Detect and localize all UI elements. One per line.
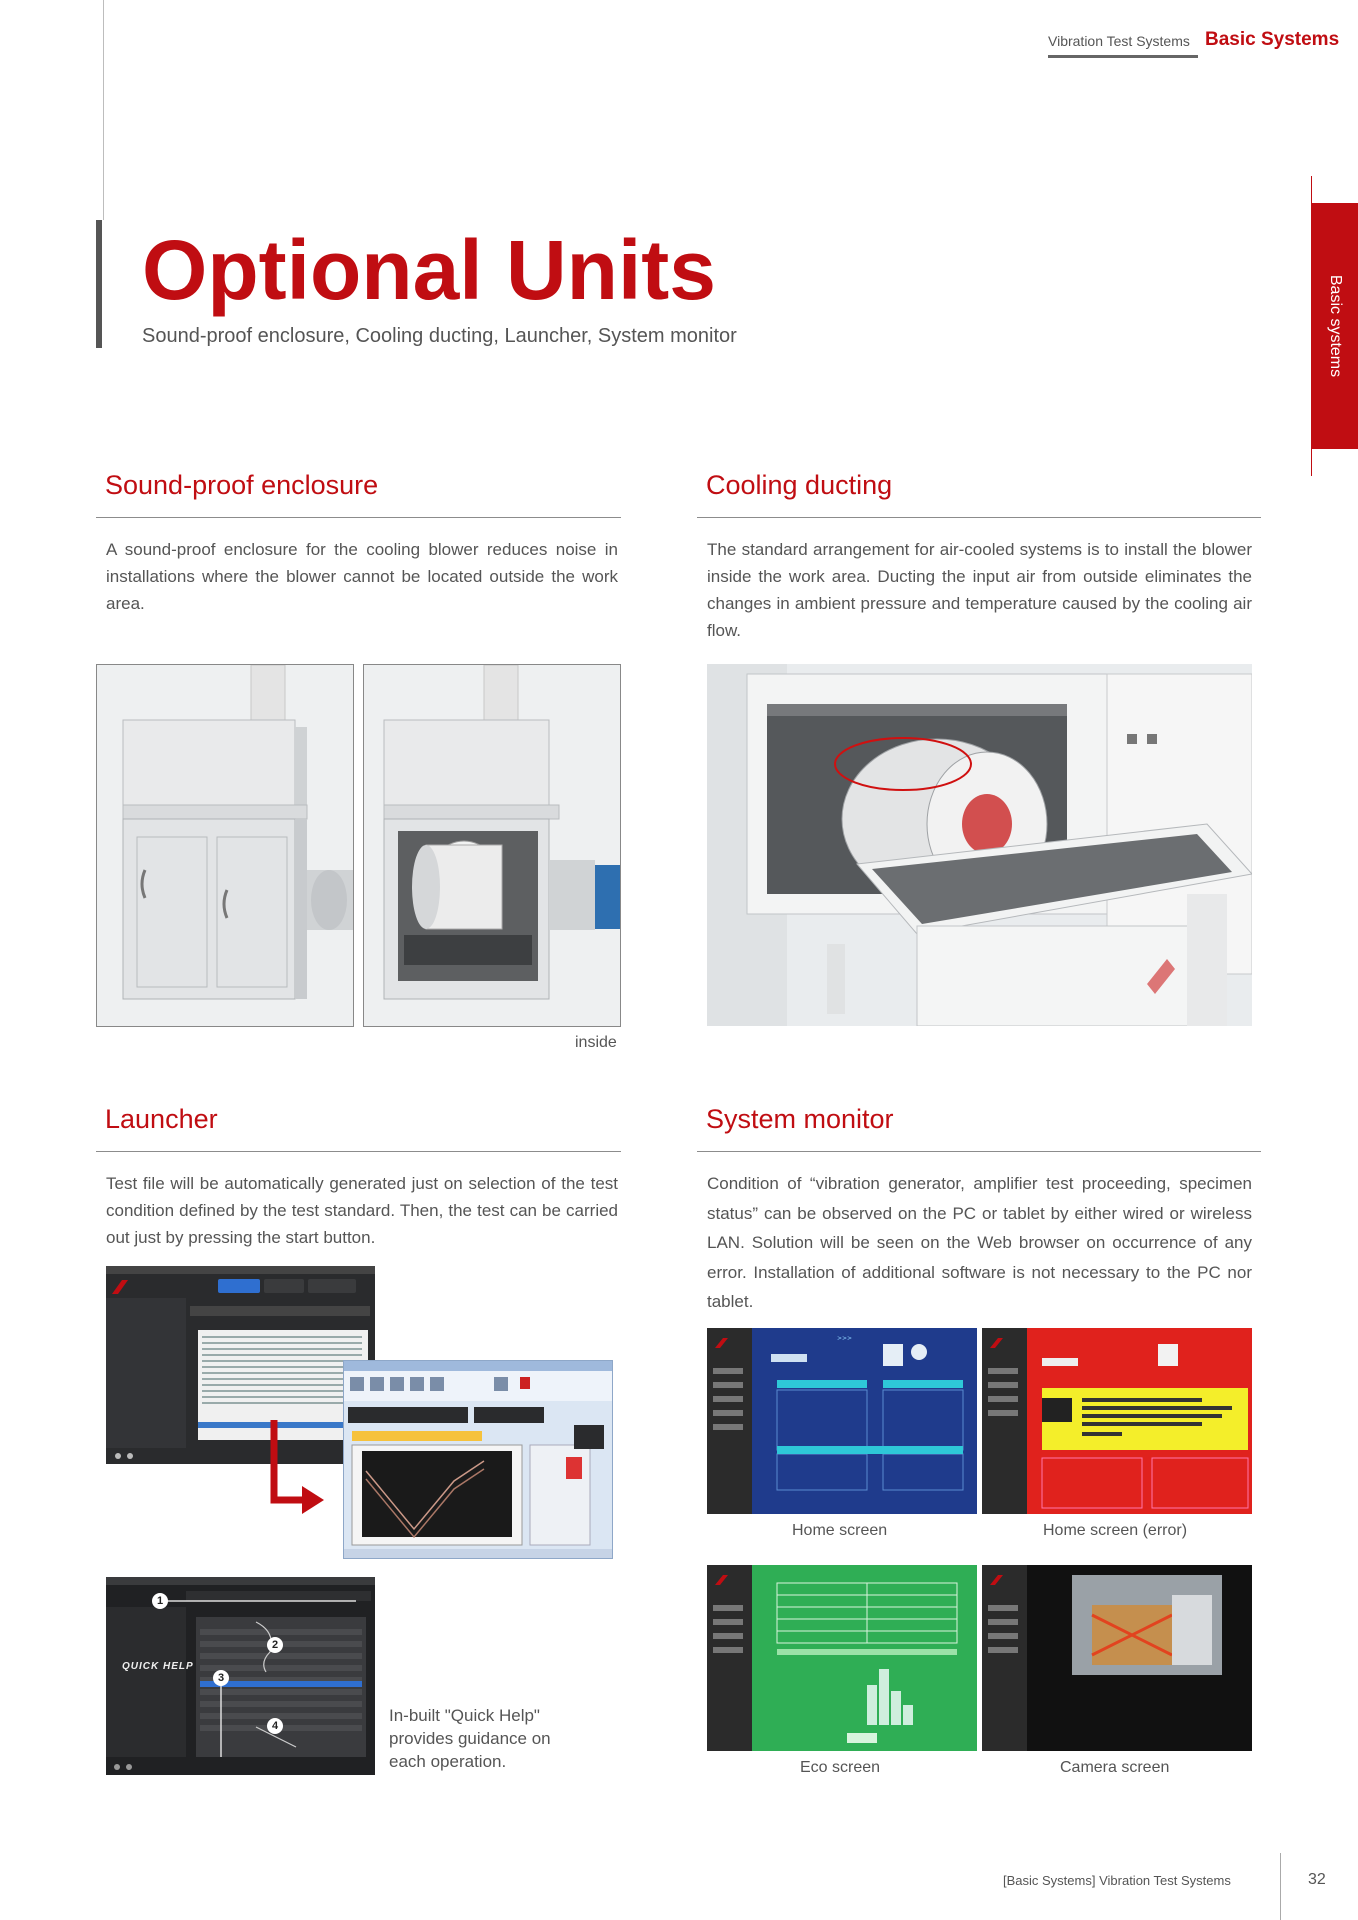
section-text-monitor: Condition of “vibration generator, amplifier test proceeding, specimen status” can be observed on the PC or tablet by either wired or wireless LAN. Solution will be seen on the Web browser on occurrence of any error. Installation of additional software is not necessary to the PC nor tablet. — [707, 1174, 1252, 1311]
enclosure-photo-closed — [96, 664, 354, 1027]
header-section-big: Basic Systems — [1205, 29, 1340, 50]
caption-home-error-screen: Home screen (error) — [1043, 1522, 1188, 1539]
caption-camera-screen: Camera screen — [1060, 1759, 1170, 1776]
enclosure-photo-inside — [363, 664, 621, 1027]
section-text-soundproof: A sound-proof enclosure for the cooling blower reduces noise in installations where the blower cannot be located outside the work area. — [106, 540, 618, 613]
quick-help-step-2: 2 — [267, 1637, 283, 1653]
monitor-home-error-screen — [982, 1328, 1252, 1514]
quick-help-step-3: 3 — [213, 1670, 229, 1686]
footer-divider — [1280, 1853, 1281, 1920]
section-rule-monitor — [697, 1151, 1261, 1152]
launcher-screenshot — [106, 1266, 375, 1464]
monitor-eco-screen — [707, 1565, 977, 1751]
page-number: 32 — [1308, 1871, 1326, 1888]
svg-text:>>>: >>> — [837, 1335, 853, 1342]
cooling-ducting-photo — [707, 664, 1252, 1026]
side-tab-label: Basic systems — [1326, 274, 1344, 378]
section-heading-monitor: System monitor — [706, 1104, 894, 1134]
section-rule-cooling — [697, 517, 1261, 518]
side-tab-label-wrap — [1311, 203, 1358, 449]
caption-eco-screen: Eco screen — [800, 1759, 881, 1776]
quick-help-caption: In-built "Quick Help" provides guidance on each operation. — [389, 1706, 551, 1771]
footer-text: [Basic Systems] Vibration Test Systems — [1003, 1873, 1231, 1888]
header-underline — [1048, 55, 1198, 58]
left-margin-line — [103, 0, 104, 220]
monitor-camera-screen — [982, 1565, 1252, 1751]
section-text-launcher: Test file will be automatically generated just on selection of the test condition defined by the test standard. Then, the test can be carried out just by pressing the start button. — [106, 1174, 618, 1247]
title-bar — [96, 220, 102, 348]
quick-help-screenshot — [106, 1577, 375, 1775]
section-heading-cooling: Cooling ducting — [706, 470, 893, 500]
launcher-arrow — [264, 1420, 334, 1520]
section-rule-soundproof — [96, 517, 621, 518]
quick-help-step-4: 4 — [267, 1718, 283, 1734]
header-section-small: Vibration Test Systems — [1048, 33, 1190, 49]
launcher-software-window — [343, 1360, 613, 1559]
section-rule-launcher — [96, 1151, 621, 1152]
quick-help-step-1: 1 — [152, 1593, 168, 1609]
section-heading-soundproof: Sound-proof enclosure — [105, 470, 379, 500]
quick-help-logo: QUICK HELP — [122, 1661, 194, 1672]
page-subtitle: Sound-proof enclosure, Cooling ducting, Launcher, System monitor — [142, 325, 737, 347]
monitor-home-screen — [707, 1328, 977, 1514]
section-text-cooling: The standard arrangement for air-cooled systems is to install the blower inside the work area. Ducting the input air from outside eliminates the changes in ambient pressure and temperature caused by the cooling air flow. — [707, 540, 1252, 640]
caption-home-screen: Home screen — [792, 1522, 888, 1539]
section-heading-launcher: Launcher — [105, 1104, 218, 1134]
page-title: Optional Units — [142, 223, 716, 317]
caption-inside: inside — [575, 1034, 617, 1051]
